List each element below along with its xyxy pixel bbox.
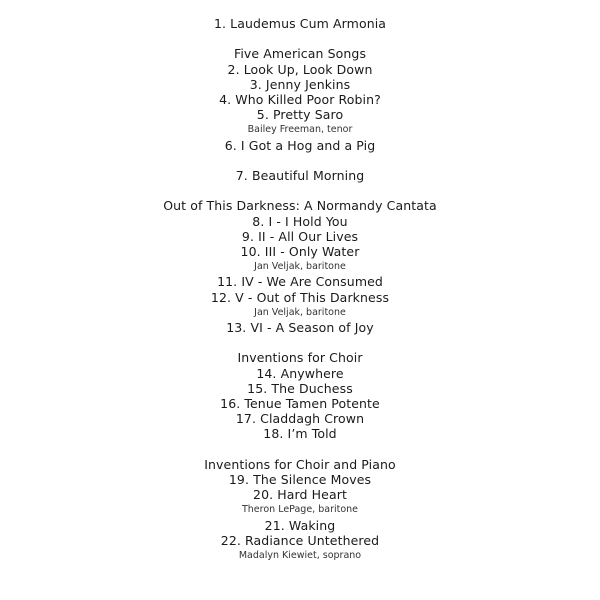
track-title: 2. Look Up, Look Down — [227, 61, 373, 77]
work-heading: Five American Songs — [233, 46, 367, 62]
performer-credit: Madalyn Kiewiet, soprano — [238, 550, 362, 562]
section-spacer — [0, 183, 600, 198]
track-title: 20. Hard Heart — [253, 487, 347, 503]
track-title: 14. Anywhere — [256, 365, 344, 381]
work-heading: Inventions for Choir and Piano — [204, 456, 396, 472]
work-heading: Out of This Darkness: A Normandy Cantata — [163, 198, 437, 214]
track-title: 11. IV - We Are Consumed — [217, 274, 383, 290]
track-title: 21. Waking — [264, 517, 336, 533]
section-spacer — [0, 31, 600, 46]
section-spacer — [0, 442, 600, 457]
track-title: 5. Pretty Saro — [256, 107, 344, 123]
track-title: 17. Claddagh Crown — [235, 411, 365, 427]
track-title: 22. Radiance Untethered — [220, 532, 380, 548]
track-title: 6. I Got a Hog and a Pig — [224, 137, 376, 153]
track-title: 10. III - Only Water — [240, 244, 360, 259]
performer-credit: Jan Veljak, baritone — [254, 306, 346, 318]
performer-credit: Bailey Freeman, tenor — [247, 124, 353, 136]
track-title: 4. Who Killed Poor Robin? — [219, 92, 381, 107]
track-title: 7. Beautiful Morning — [235, 168, 365, 183]
track-title: 12. V - Out of This Darkness — [210, 289, 390, 305]
track-title: 19. The Silence Moves — [228, 472, 372, 488]
track-title: 3. Jenny Jenkins — [249, 76, 351, 92]
work-heading: Inventions for Choir — [237, 350, 363, 366]
track-title: 13. VI - A Season of Joy — [226, 320, 374, 336]
performer-credit: Jan Veljak, baritone — [254, 261, 346, 273]
track-title: 8. I - I Hold You — [252, 213, 348, 229]
section-spacer — [0, 335, 600, 350]
section-spacer — [0, 153, 600, 168]
track-list — [0, 16, 600, 563]
track-title: 9. II - All Our Lives — [241, 228, 359, 244]
track-title: 16. Tenue Tamen Potente — [220, 396, 380, 412]
performer-credit: Theron LePage, baritone — [241, 504, 359, 516]
track-title: 15. The Duchess — [247, 380, 353, 396]
track-title: 18. I’m Told — [263, 426, 337, 442]
track-title: 1. Laudemus Cum Armonia — [213, 16, 387, 31]
